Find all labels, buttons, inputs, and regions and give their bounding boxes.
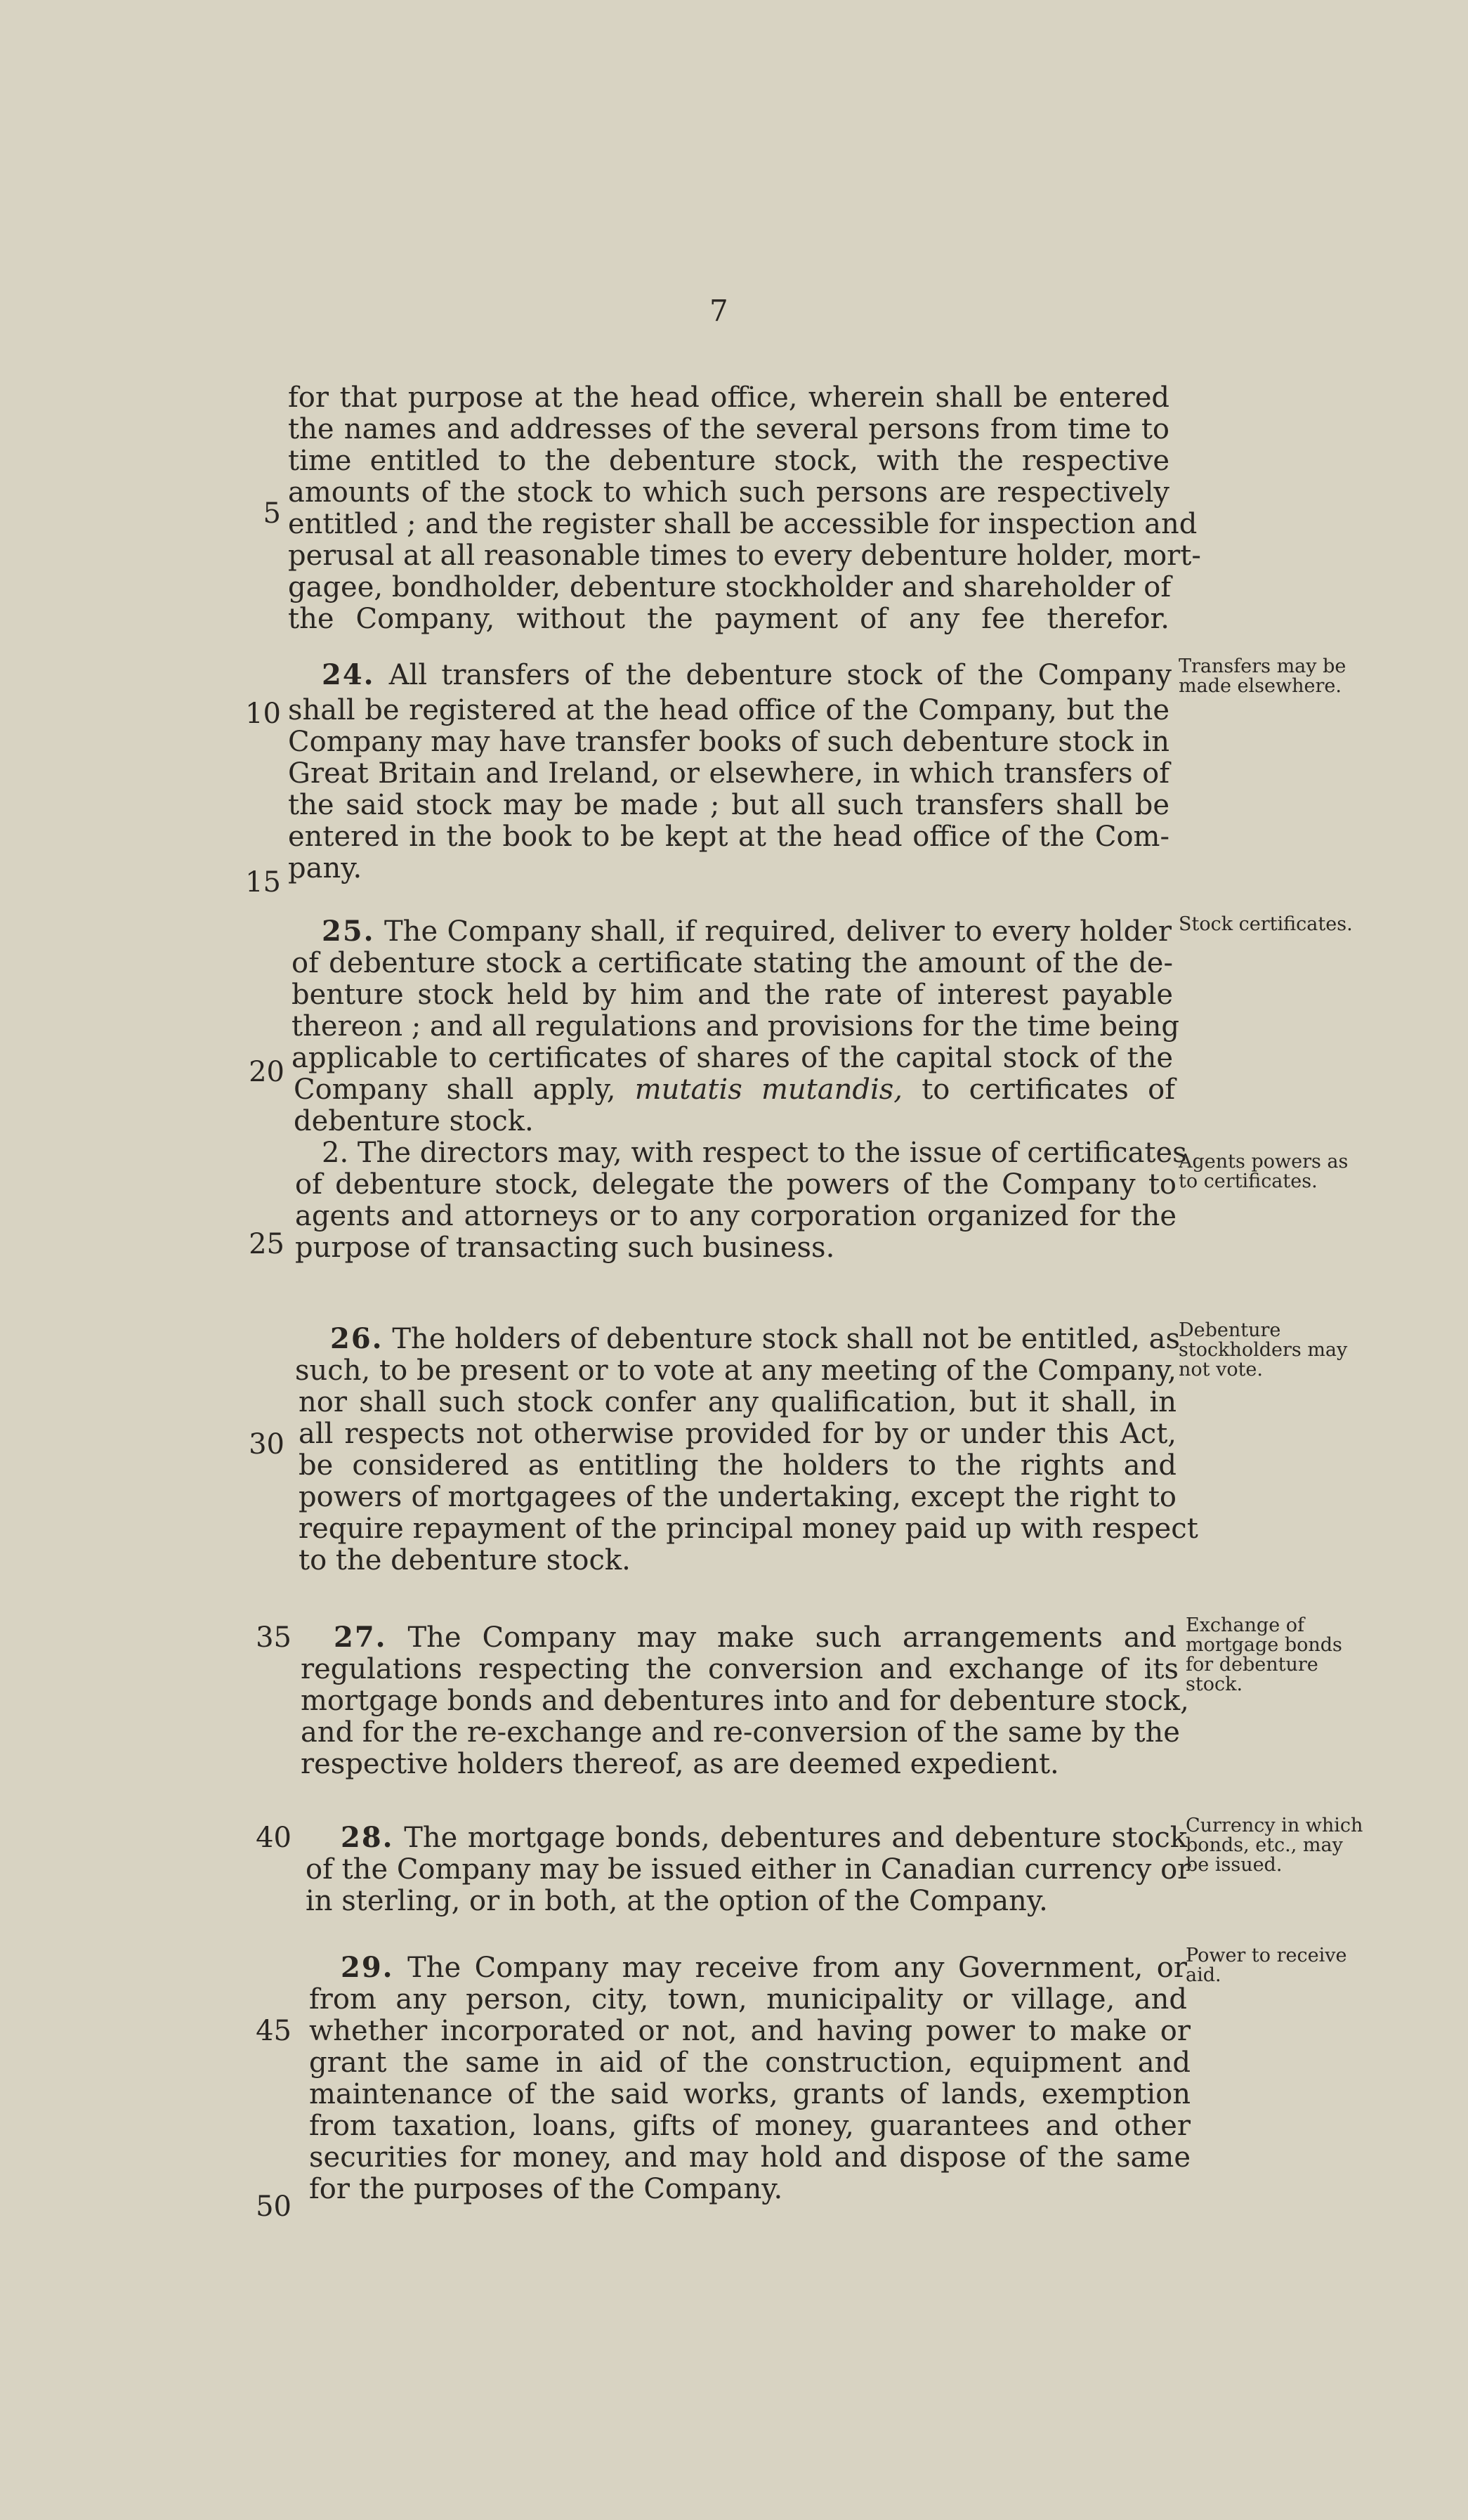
- line-text: grant the same in aid of the construction, equipment and: [309, 2046, 1191, 2079]
- line-text: 2. The directors may, with respect to the issue of certificates: [322, 1137, 1187, 1169]
- line-text: The holders of debenture stock shall not be entitled, as: [392, 1323, 1181, 1355]
- line-text: powers of mortgagees of the undertaking, except the right to: [299, 1481, 1177, 1513]
- line-text: require repayment of the principal money paid up with respect: [299, 1513, 1198, 1545]
- line-text: regulations respecting the conversion and exchange of its: [301, 1653, 1179, 1685]
- line-text: securities for money, and may hold and dispose of the same: [309, 2141, 1191, 2174]
- line-text: debenture stock.: [294, 1105, 534, 1137]
- margin-note: Power to receive aid.: [1186, 1945, 1347, 1986]
- section-number: 28.: [341, 1821, 394, 1854]
- line-number: 25: [249, 1228, 284, 1260]
- line-number: 20: [249, 1056, 284, 1088]
- section-number: 25.: [322, 915, 375, 948]
- line-text: from taxation, loans, gifts of money, guarantees and other: [309, 2110, 1191, 2142]
- line-text: The mortgage bonds, debentures and debenture stock: [404, 1822, 1188, 1854]
- line-number: 10: [245, 698, 281, 730]
- line-number: 5: [263, 497, 281, 530]
- text-line: [301, 1746, 1059, 1782]
- italic-phrase: mutatis mutandis,: [634, 1073, 903, 1106]
- line-text: time entitled to the debenture stock, with the respective: [288, 445, 1169, 477]
- line-text: agents and attorneys or to any corporation organized for the: [295, 1200, 1177, 1232]
- line-text: thereon ; and all regulations and provisions for the time being: [291, 1010, 1179, 1043]
- line-text: mortgage bonds and debentures into and for debenture stock,: [301, 1685, 1189, 1717]
- text-line: [295, 1229, 834, 1266]
- margin-note: Transfers may be made elsewhere.: [1179, 655, 1346, 697]
- line-number: 45: [256, 2015, 291, 2047]
- line-text: entitled ; and the register shall be accessible for inspection and: [288, 508, 1198, 540]
- line-number: 35: [256, 1621, 291, 1654]
- line-number: 50: [256, 2191, 291, 2223]
- line-text: amounts of the stock to which such persons are respectively: [288, 476, 1169, 509]
- line-text: from any person, city, town, municipality or village, and: [309, 1983, 1187, 2016]
- line-text: Company shall apply,: [294, 1073, 616, 1106]
- line-text: Company may have transfer books of such debenture stock in: [288, 726, 1169, 758]
- line-text: entered in the book to be kept at the head office of the Com-: [288, 821, 1169, 853]
- line-text: for that purpose at the head office, wherein shall be entered: [288, 381, 1169, 414]
- line-text: All transfers of the debenture stock of the Company: [388, 659, 1172, 691]
- line-text: of debenture stock a certificate stating the amount of the de-: [291, 947, 1173, 979]
- margin-note: Agents powers as to certificates.: [1179, 1151, 1349, 1192]
- line-number: 15: [245, 866, 281, 899]
- line-text: gagee, bondholder, debenture stockholder and shareholder of: [288, 571, 1172, 603]
- margin-note: Currency in which bonds, etc., may be issued.: [1186, 1815, 1363, 1876]
- line-text: of the Company may be issued either in Canadian currency or: [306, 1853, 1191, 1886]
- line-text: benture stock held by him and the rate of interest payable: [291, 979, 1173, 1011]
- line-text: respective holders thereof, as are deemed expedient.: [301, 1748, 1059, 1780]
- margin-note: Stock certificates.: [1179, 913, 1353, 935]
- text-line: [299, 1542, 631, 1579]
- section-number: 27.: [334, 1621, 387, 1654]
- line-text: whether incorporated or not, and having power to make or: [309, 2015, 1191, 2047]
- line-text: such, to be present or to vote at any meeting of the Company,: [295, 1354, 1177, 1387]
- line-text: maintenance of the said works, grants of lands, exemption: [309, 2078, 1191, 2110]
- margin-note: Debenture stockholders may not vote.: [1179, 1319, 1348, 1380]
- line-text: be considered as entitling the holders to the rights and: [299, 1449, 1177, 1482]
- line-text: for the purposes of the Company.: [309, 2173, 783, 2205]
- text-line: [288, 850, 362, 887]
- line-text: to the debenture stock.: [299, 1544, 631, 1576]
- line-number: 30: [249, 1428, 284, 1461]
- line-number: 40: [256, 1822, 291, 1854]
- line-text: The Company shall, if required, deliver to every holder: [384, 915, 1172, 948]
- text-line: [322, 657, 1172, 693]
- line-text: and for the re-exchange and re-conversion of the same by the: [301, 1716, 1180, 1749]
- line-text: pany.: [288, 852, 362, 884]
- text-line: [306, 1883, 1048, 1919]
- line-text: the Company, without the payment of any fee therefor.: [288, 603, 1169, 635]
- section-number: 26.: [330, 1322, 384, 1355]
- line-text: all respects not otherwise provided for by or under this Act,: [299, 1418, 1177, 1450]
- line-text: applicable to certificates of shares of the capital stock of the: [291, 1042, 1173, 1074]
- line-text: The Company may make such arrangements and: [407, 1621, 1177, 1654]
- line-text: perusal at all reasonable times to every debenture holder, mort-: [288, 540, 1201, 572]
- line-text: Great Britain and Ireland, or elsewhere, in which transfers of: [288, 757, 1169, 790]
- line-text: the said stock may be made ; but all such transfers shall be: [288, 789, 1169, 821]
- section-number: 24.: [322, 658, 375, 691]
- line-text: shall be registered at the head office of the Company, but the: [288, 694, 1169, 726]
- line-text: of debenture stock, delegate the powers of the Company to: [295, 1168, 1177, 1201]
- line-text: The Company may receive from any Government, or: [407, 1952, 1187, 1984]
- margin-note: Exchange of mortgage bonds for debenture stock.: [1186, 1614, 1342, 1695]
- text-line: [288, 818, 1169, 855]
- line-text: nor shall such stock confer any qualification, but it shall, in: [299, 1386, 1177, 1418]
- text-line: [309, 2171, 782, 2207]
- line-text: purpose of transacting such business.: [295, 1232, 835, 1264]
- line-text: the names and addresses of the several persons from time to: [288, 413, 1169, 445]
- section-number: 29.: [341, 1951, 394, 1984]
- line-text-continued: to certificates of: [922, 1073, 1175, 1106]
- line-text: in sterling, or in both, at the option of the Company.: [306, 1885, 1048, 1917]
- page-number: 7: [709, 294, 728, 328]
- text-line: [288, 601, 1169, 637]
